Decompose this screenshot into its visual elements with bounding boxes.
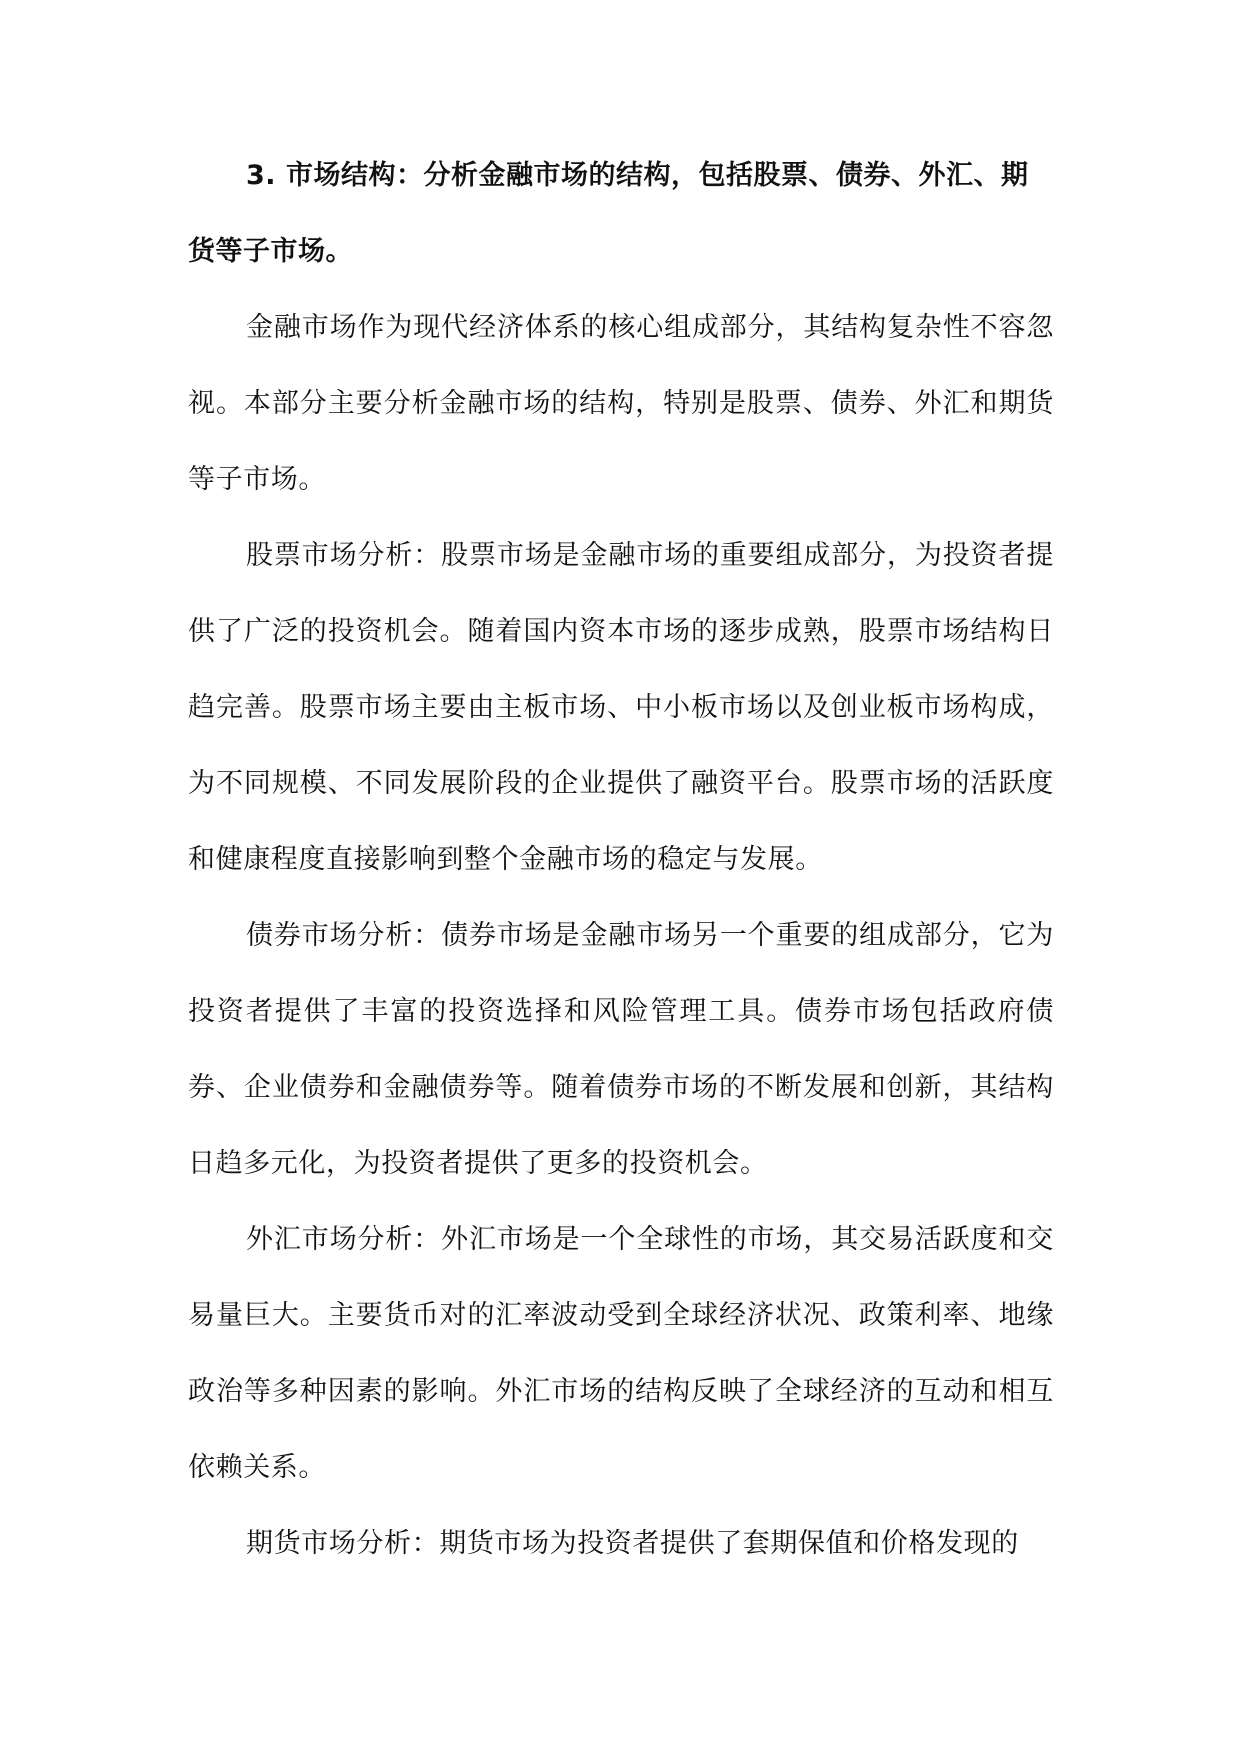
document-body — [188, 138, 1054, 1582]
paragraph-futures-market: 期货市场分析：期货市场为投资者提供了套期保值和价格发现的 — [246, 1528, 1019, 1559]
paragraph-intro: 金融市场作为现代经济体系的核心组成部分，其结构复杂性不容忽视。本部分主要分析金融市场的结构，特别是股票、债券、外汇和期货等子市场。 — [188, 312, 1054, 495]
paragraph-forex-market: 外汇市场分析：外汇市场是一个全球性的市场，其交易活跃度和交易量巨大。主要货币对的汇率波动受到全球经济状况、政策利率、地缘政治等多种因素的影响。外汇市场的结构反映了全球经济的互动和相互依赖关系。 — [188, 1224, 1054, 1483]
paragraph-stock-market: 股票市场分析：股票市场是金融市场的重要组成部分，为投资者提供了广泛的投资机会。随着国内资本市场的逐步成熟，股票市场结构日趋完善。股票市场主要由主板市场、中小板市场以及创业板市场构成，为不同规模、不同发展阶段的企业提供了融资平台。股票市场的活跃度和健康程度直接影响到整个金融市场的稳定与发展。 — [188, 540, 1054, 875]
paragraph-bond-market: 债券市场分析：债券市场是金融市场另一个重要的组成部分，它为投资者提供了丰富的投资选择和风险管理工具。债券市场包括政府债券、企业债券和金融债券等。随着债券市场的不断发展和创新，其结构日趋多元化，为投资者提供了更多的投资机会。 — [188, 920, 1054, 1179]
section-heading: 3. 市场结构：分析金融市场的结构，包括股票、债券、外汇、期货等子市场。 — [188, 160, 1029, 267]
